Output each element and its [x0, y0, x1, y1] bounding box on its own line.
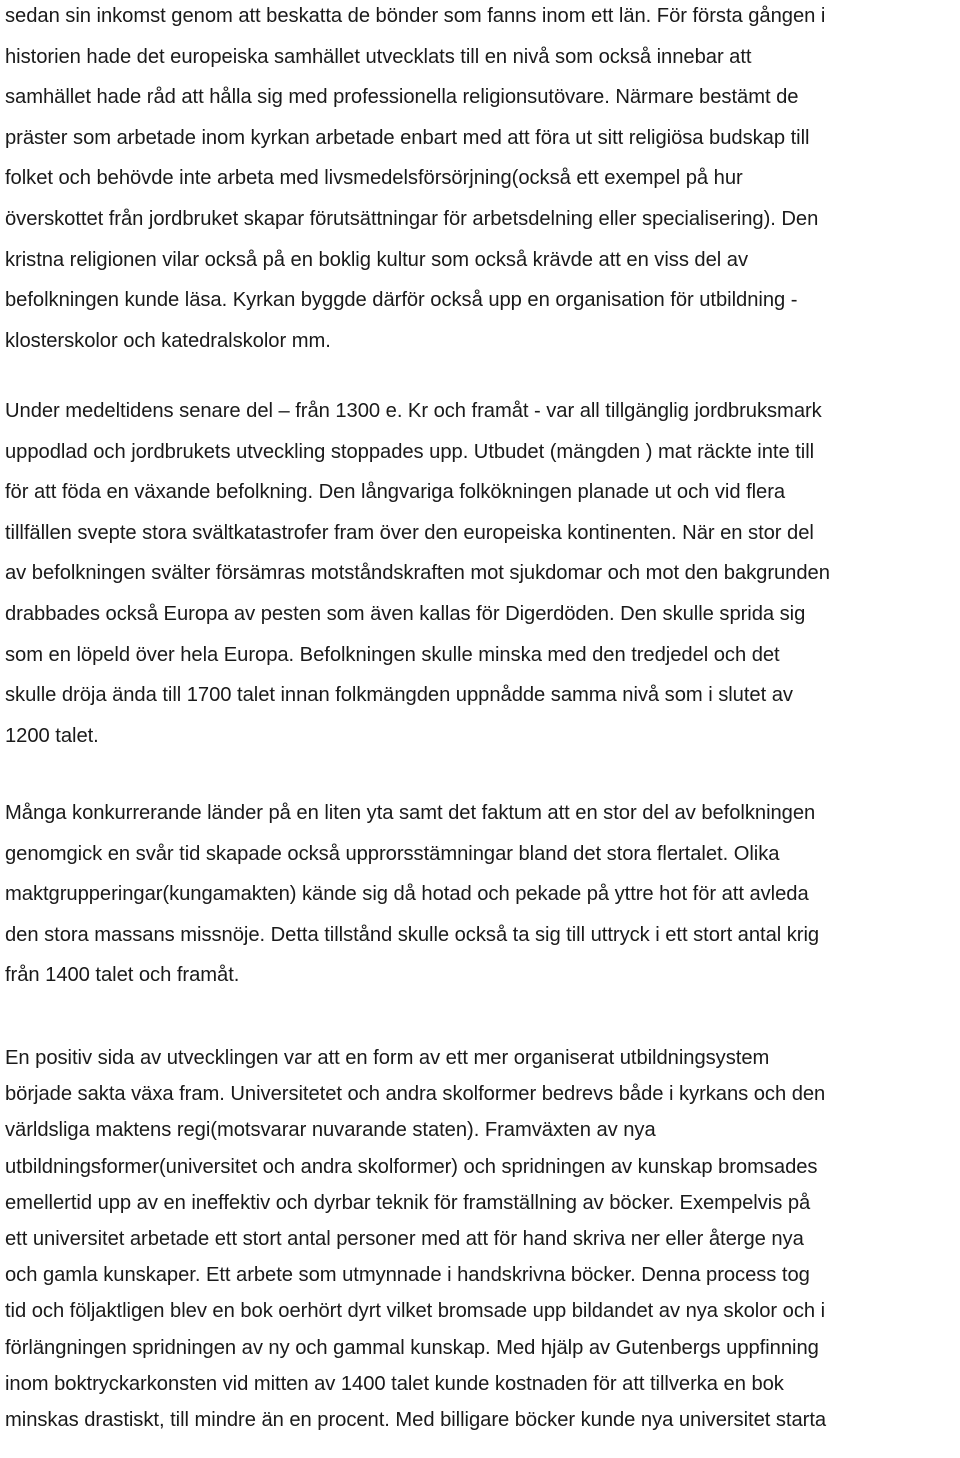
text-line: 1200 talet. [5, 724, 99, 747]
text-line: började sakta växa fram. Universitetet och andra skolformer bedrevs både i kyrkans och den [5, 1083, 826, 1106]
text-line: maktgrupperingar(kungamakten) kände sig då hotad och pekade på yttre hot för att avleda [5, 883, 809, 906]
text-line: förlängningen spridningen av ny och gammal kunskap. Med hjälp av Gutenbergs uppfinning [5, 1336, 819, 1359]
text-line: Under medeltidens senare del – från 1300 e. Kr och framåt - var all tillgänglig jordbruksmark [5, 400, 822, 422]
text-line: tid och följaktligen blev en bok oerhört dyrt vilket bromsade upp bildandet av nya skolor och i [5, 1300, 826, 1323]
text-line: präster som arbetade inom kyrkan arbetade enbart med att föra ut sitt religiösa budskap till [5, 126, 810, 149]
text-line: uppodlad och jordbrukets utveckling stoppades upp. Utbudet (mängden ) mat räckte inte till [5, 440, 815, 463]
paragraph-conflicts-and-wars [5, 793, 957, 996]
text-line: tillfällen svepte stora svältkatastrofer fram över den europeiska kontinenten. När en stor del [5, 521, 814, 544]
text-line: skulle dröja ända till 1700 talet innan folkmängden uppnådde samma nivå som i slutet av [5, 684, 793, 707]
text-line: utbildningsformer(universitet och andra skolformer) och spridningen av kunskap bromsades [5, 1155, 818, 1178]
text-line: genomgick en svår tid skapade också upprorsstämningar bland det stora flertalet. Olika [5, 842, 780, 865]
text-line: klosterskolor och katedralskolor mm. [5, 329, 331, 352]
text-line: befolkningen kunde läsa. Kyrkan byggde därför också upp en organisation för utbildning - [5, 289, 798, 312]
text-line: emellertid upp av en ineffektiv och dyrbar teknik för framställning av böcker. Exempelvis på [5, 1191, 811, 1214]
text-line: En positiv sida av utvecklingen var att en form av ett mer organiserat utbildningsystem [5, 1047, 770, 1069]
paragraph-religious-professionals [5, 0, 957, 361]
text-line: sedan sin inkomst genom att beskatta de bönder som fanns inom ett län. För första gången i [5, 5, 826, 27]
text-line: och gamla kunskaper. Ett arbete som utmynnade i handskrivna böcker. Denna process tog [5, 1264, 810, 1287]
text-line: från 1400 talet och framåt. [5, 964, 240, 987]
text-line: Många konkurrerande länder på en liten yta samt det faktum att en stor del av befolkningen [5, 802, 816, 824]
text-line: för att föda en växande befolkning. Den långvariga folkökningen planade ut och vid flera [5, 481, 786, 504]
text-line: historien hade det europeiska samhället utvecklats till en nivå som också innebar att [5, 45, 752, 68]
text-line: den stora massans missnöje. Detta tillstånd skulle också ta sig till uttryck i ett stort antal krig [5, 923, 820, 946]
text-line: av befolkningen svälter försämras motståndskraften mot sjukdomar och mot den bakgrunden [5, 562, 830, 585]
text-line: folket och behövde inte arbeta med livsmedelsförsörjning(också ett exempel på hur [5, 167, 743, 190]
text-line: minskas drastiskt, till mindre än en procent. Med billigare böcker kunde nya universitet starta [5, 1408, 827, 1431]
text-line: världsliga maktens regi(motsvarar nuvarande staten). Framväxten av nya [5, 1119, 656, 1142]
text-line: inom boktryckarkonsten vid mitten av 1400 talet kunde kostnaden för att tillverka en bok [5, 1372, 784, 1395]
paragraph-late-middle-ages [5, 391, 957, 756]
text-line: drabbades också Europa av pesten som även kallas för Digerdöden. Den skulle sprida sig [5, 602, 806, 625]
paragraph-education-and-printing [5, 1040, 957, 1438]
text-line: ett universitet arbetade ett stort antal personer med att för hand skriva ner eller återge nya [5, 1227, 804, 1250]
text-line: kristna religionen vilar också på en boklig kultur som också krävde att en viss del av [5, 248, 748, 271]
text-line: som en löpeld över hela Europa. Befolkningen skulle minska med den tredjedel och det [5, 643, 780, 666]
text-line: överskottet från jordbruket skapar förutsättningar för arbetsdelning eller specialisering). Den [5, 207, 819, 230]
text-line: samhället hade råd att hålla sig med professionella religionsutövare. Närmare bestämt de [5, 86, 799, 109]
